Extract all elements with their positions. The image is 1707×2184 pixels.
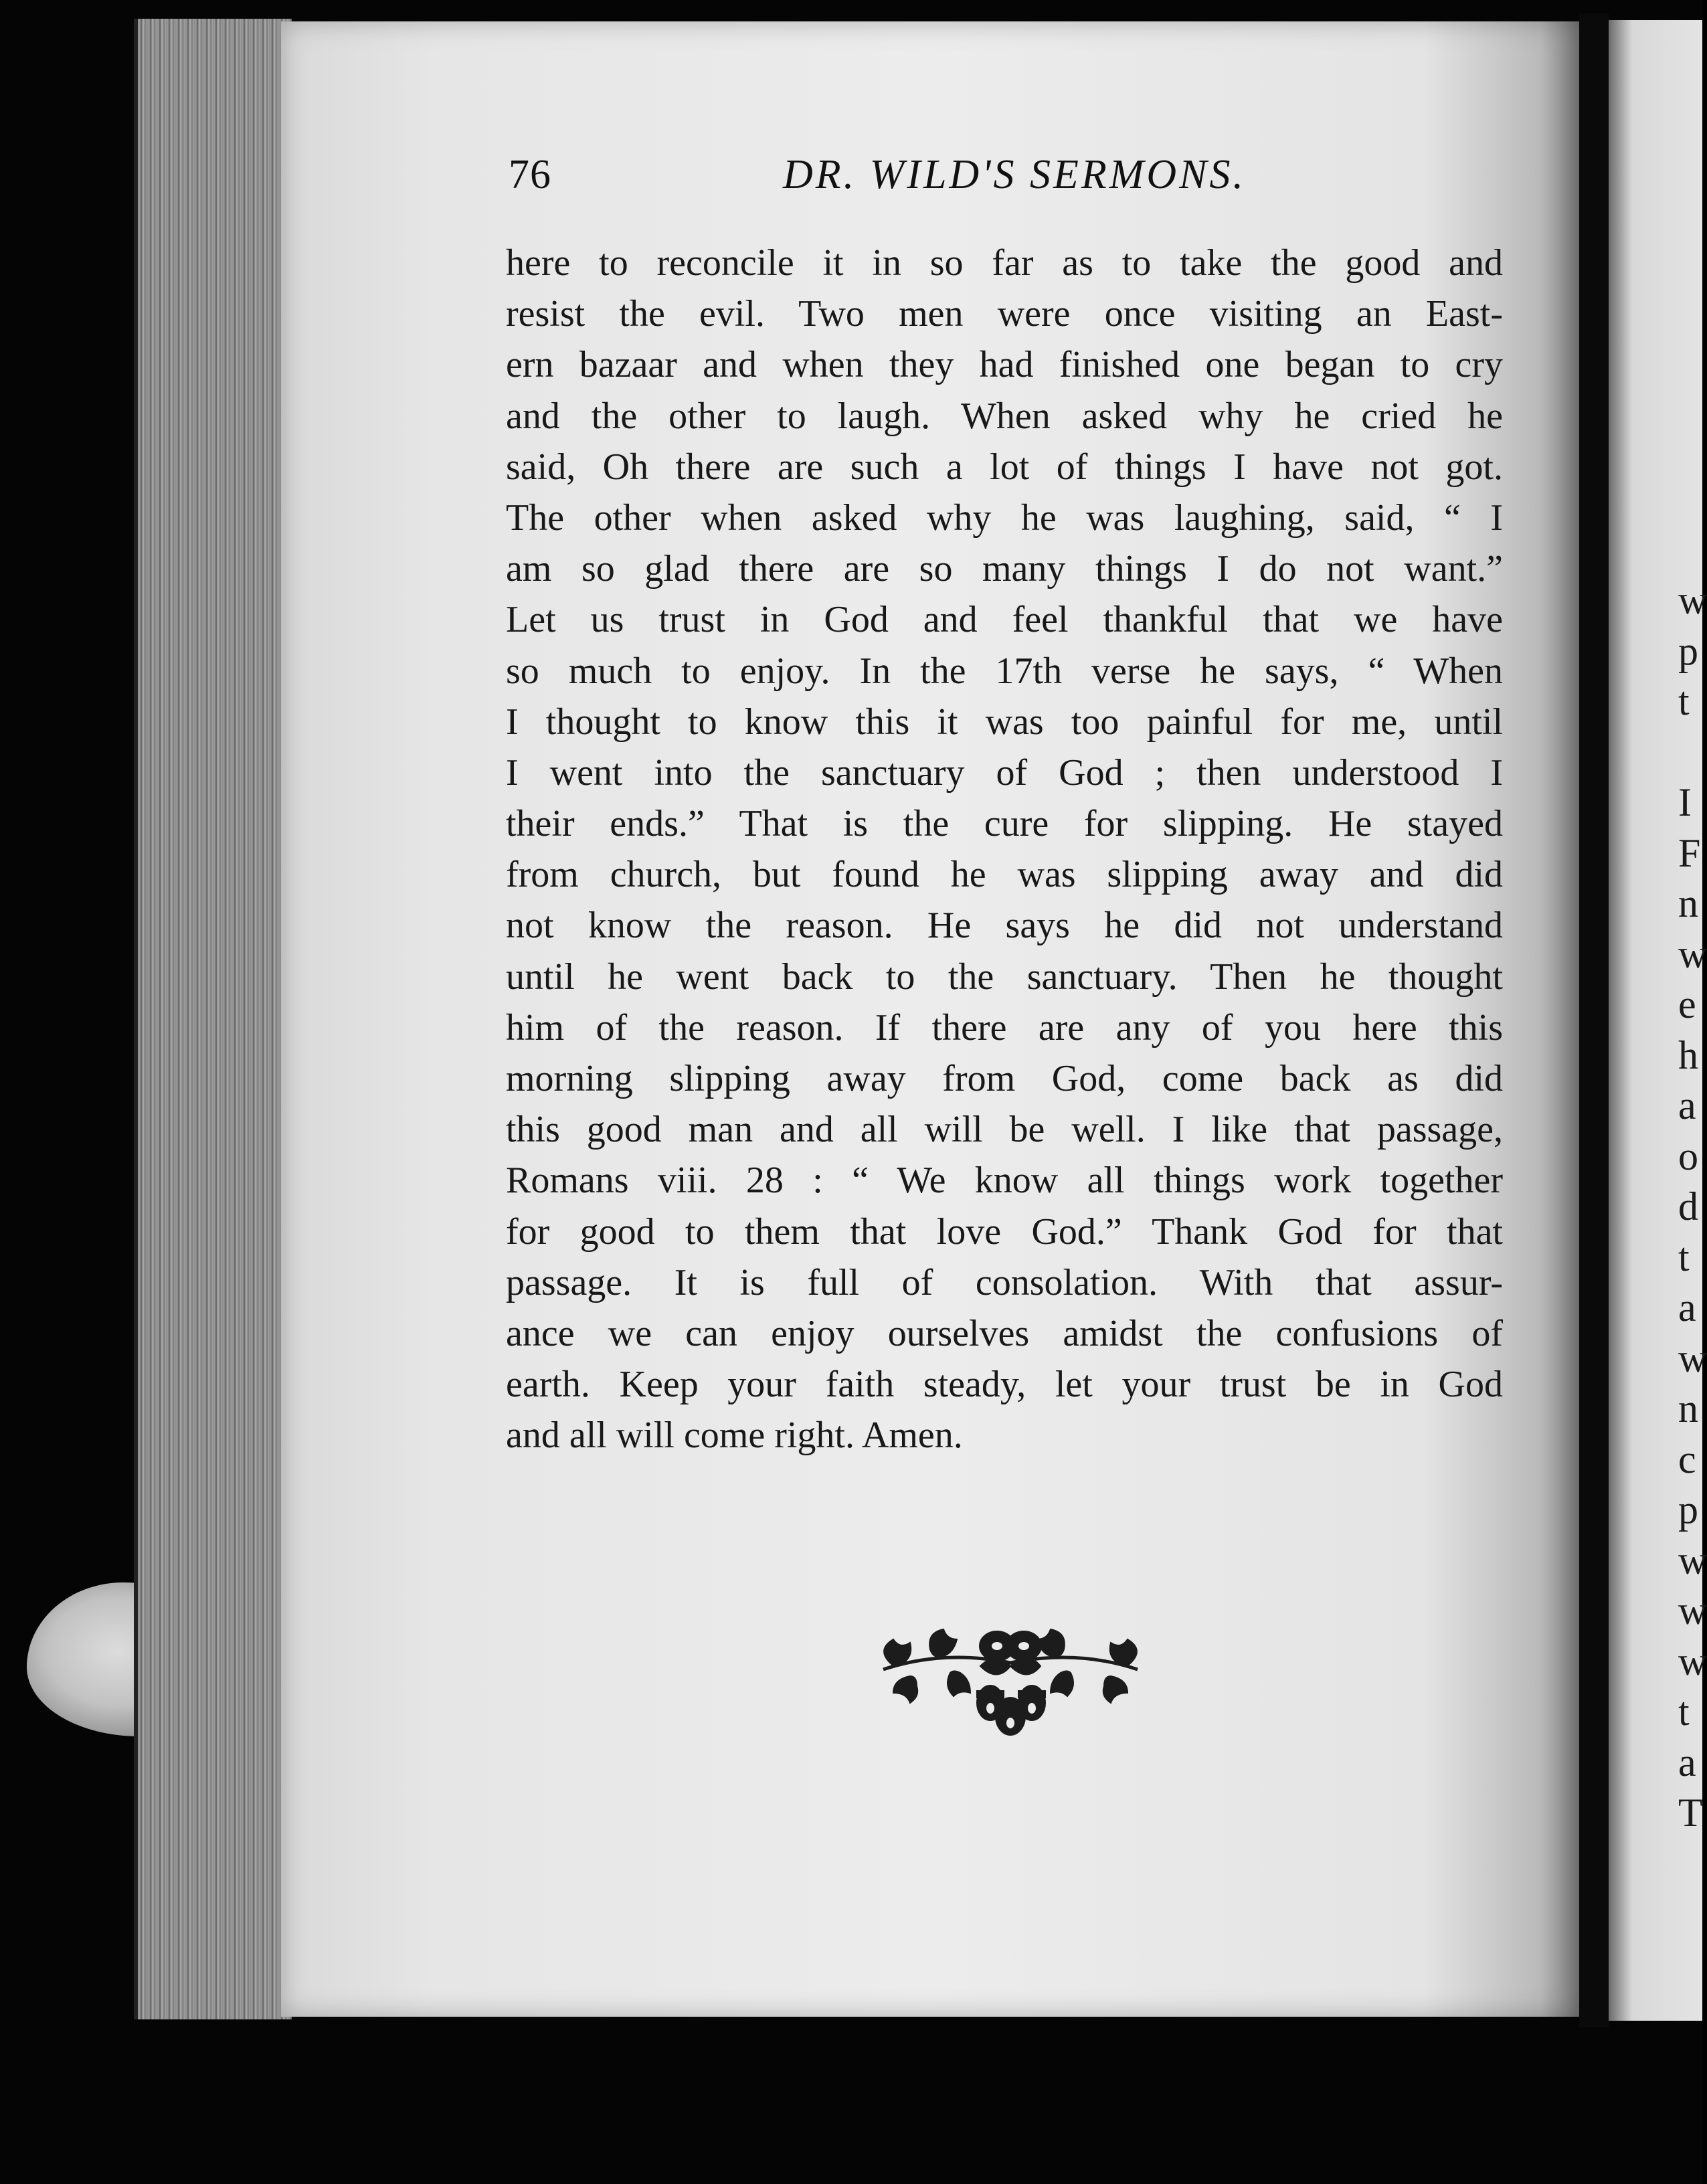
text-line: here to reconcile it in so far as to take the good and xyxy=(506,242,1503,284)
text-line: Romans viii. 28 : “ We know all things work together xyxy=(506,1160,1503,1202)
facing-page-letter: w xyxy=(1678,931,1707,976)
sermon-text xyxy=(506,238,1503,1461)
text-line: resist the evil. Two men were once visiting an East- xyxy=(506,293,1503,335)
facing-page-letter: I xyxy=(1678,780,1692,824)
facing-page-letter: n xyxy=(1678,881,1698,925)
text-line: said, Oh there are such a lot of things I have not got. xyxy=(506,446,1503,488)
text-line: until he went back to the sanctuary. Then he thought xyxy=(506,955,1503,998)
text-line: so much to enjoy. In the 17th verse he says, “ When xyxy=(506,650,1503,692)
text-line: ern bazaar and when they had finished one began to cry xyxy=(506,344,1503,386)
text-line: and all will come right. Amen. xyxy=(506,1415,963,1457)
text-line: I went into the sanctuary of God ; then understood I xyxy=(506,751,1503,794)
text-line: I thought to know this it was too painful for me, until xyxy=(506,701,1503,743)
facing-page-letter: t xyxy=(1678,679,1690,723)
facing-page-letter: t xyxy=(1678,1235,1690,1279)
text-line: am so glad there are so many things I do not want.” xyxy=(506,548,1503,590)
text-line: this good man and all will be well. I like that passage, xyxy=(506,1109,1503,1151)
facing-page-letter: a xyxy=(1678,1740,1696,1785)
text-line: for good to them that love God.” Thank God for that xyxy=(506,1210,1503,1253)
text-line: earth. Keep your faith steady, let your trust be in God xyxy=(506,1364,1503,1406)
facing-page-letter: a xyxy=(1678,1083,1696,1127)
facing-page-text-fragments xyxy=(1678,575,1707,1839)
running-title: DR. WILD'S SERMONS. xyxy=(783,152,1246,197)
facing-page-letter: d xyxy=(1678,1184,1698,1228)
text-line: him of the reason. If there are any of you here this xyxy=(506,1006,1503,1049)
facing-page-letter: w xyxy=(1678,578,1707,622)
page-fore-edge xyxy=(134,19,292,2019)
text-line: Let us trust in God and feel thankful that we have xyxy=(506,599,1503,641)
text-line: and the other to laugh. When asked why he cried he xyxy=(506,395,1503,437)
facing-page-letter: w xyxy=(1678,1538,1707,1582)
facing-page-letter: c xyxy=(1678,1437,1696,1481)
facing-page-letter: w xyxy=(1678,1639,1707,1683)
facing-page-letter: w xyxy=(1678,1336,1707,1380)
facing-page-letter: n xyxy=(1678,1386,1698,1431)
oak-leaf-acorn-tailpiece-icon xyxy=(863,1609,1158,1743)
running-head xyxy=(509,151,1499,205)
facing-page-letter: a xyxy=(1678,1285,1696,1330)
page-number: 76 xyxy=(509,152,551,197)
text-line: their ends.” That is the cure for slipping. He stayed xyxy=(506,803,1503,845)
facing-page-letter: h xyxy=(1678,1032,1698,1077)
facing-page-letter: w xyxy=(1678,1588,1707,1633)
text-line: The other when asked why he was laughing, said, “ I xyxy=(506,496,1503,539)
text-line: not know the reason. He says he did not understand xyxy=(506,905,1503,947)
text-line: morning slipping away from God, come back as did xyxy=(506,1058,1503,1099)
facing-page-letter: T xyxy=(1678,1791,1703,1835)
text-line: from church, but found he was slipping away and did xyxy=(506,854,1503,896)
facing-page-letter xyxy=(1678,727,1702,778)
facing-page-letter: e xyxy=(1678,982,1696,1026)
text-line: ance we can enjoy ourselves amidst the confusions of xyxy=(506,1312,1503,1354)
facing-page-letter: p xyxy=(1678,628,1698,673)
facing-page-letter: F xyxy=(1678,830,1701,875)
text-line: passage. It is full of consolation. With that assur- xyxy=(506,1261,1503,1303)
facing-page-letter: t xyxy=(1678,1690,1690,1734)
book-gutter xyxy=(1579,13,1609,2027)
facing-page-letter: o xyxy=(1678,1133,1698,1178)
facing-page-letter: p xyxy=(1678,1487,1698,1532)
